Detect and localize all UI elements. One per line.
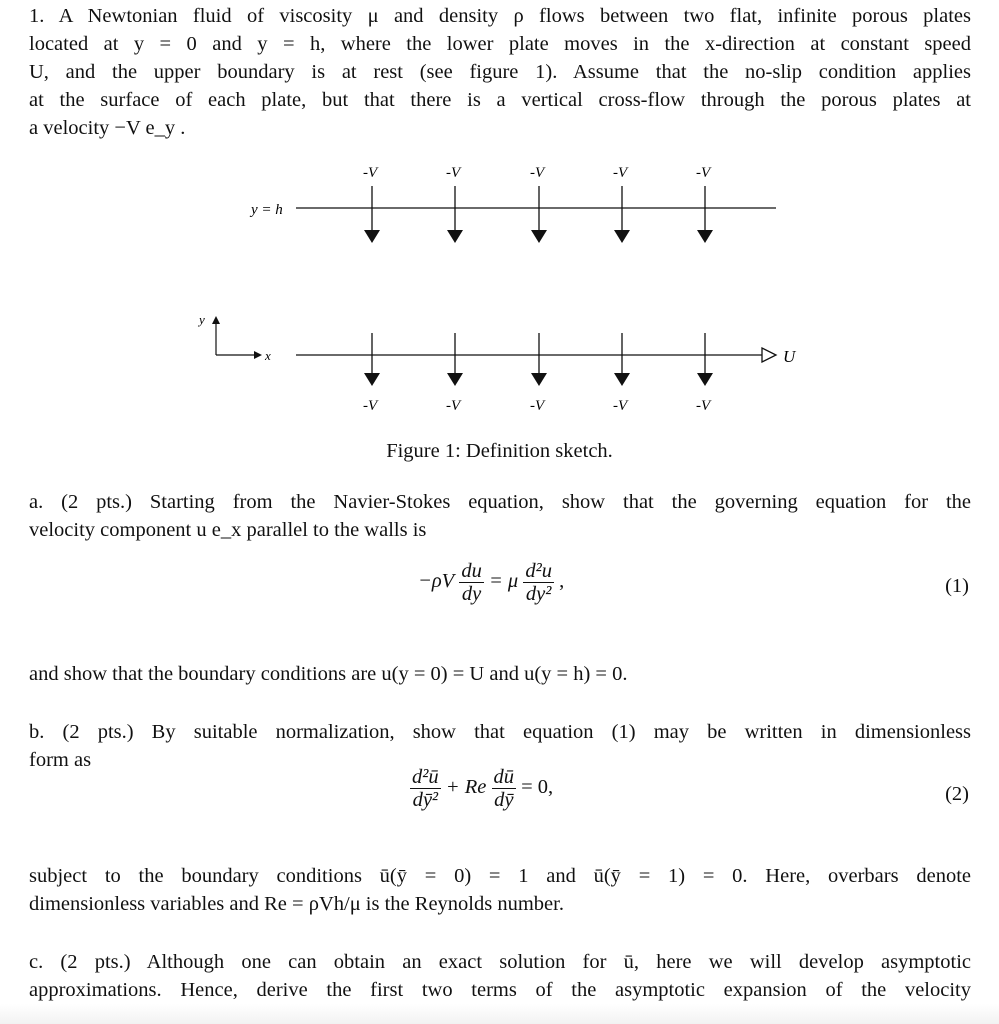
problem-statement <box>29 2 971 142</box>
numerator: d²ū <box>412 766 439 788</box>
text-line: approximations. Hence, derive the first two terms of the asymptotic expansion of the velocity <box>29 979 971 1001</box>
eq-term: , <box>559 570 565 593</box>
text-line: and show that the boundary conditions are u(y = 0) = U and u(y = h) = 0. <box>29 663 628 685</box>
text-line: dimensionless variables and Re = ρVh/μ is the Reynolds number. <box>29 893 564 915</box>
text-line: b. (2 pts.) By suitable normalization, show that equation (1) may be written in dimensionless <box>29 721 971 743</box>
crossflow-label: -V <box>613 398 628 414</box>
text-line: a. (2 pts.) Starting from the Navier-Stokes equation, show that the governing equation for the <box>29 491 971 513</box>
fraction <box>492 766 517 811</box>
top-crossflow-arrows <box>363 165 713 243</box>
eq-term: −ρV <box>418 570 455 593</box>
crossflow-label: -V <box>363 398 378 414</box>
coordinate-axes <box>197 312 271 363</box>
text-line: form as <box>29 749 92 771</box>
crossflow-arrow <box>530 333 547 414</box>
numerator: dū <box>493 766 514 788</box>
crossflow-arrow <box>363 165 380 243</box>
figure-caption: Figure 1: Definition sketch. <box>386 440 613 462</box>
denominator: dy² <box>525 583 552 605</box>
part-b-conditions <box>29 862 971 918</box>
denominator: dȳ <box>494 789 514 811</box>
equation-1 <box>418 560 564 605</box>
crossflow-arrow <box>446 333 463 414</box>
crossflow-arrow <box>446 165 463 243</box>
fraction <box>410 766 441 811</box>
fraction <box>459 560 484 605</box>
text-line: at the surface of each plate, but that there is a vertical cross-flow through the porous plates at <box>29 89 971 111</box>
text-line: c. (2 pts.) Although one can obtain an exact solution for ū, here we will develop asymptotic <box>29 951 971 973</box>
text-line: a velocity −V e_y . <box>29 117 186 139</box>
crossflow-label: -V <box>613 165 628 181</box>
text-line: located at y = 0 and y = h, where the lower plate moves in the x-direction at constant speed <box>29 33 971 55</box>
numerator: du <box>461 560 482 582</box>
definition-sketch <box>0 150 999 430</box>
text-line: subject to the boundary conditions ū(ȳ = 0) = 1 and ū(ȳ = 1) = 0. Here, overbars denote <box>29 865 971 887</box>
crossflow-arrow <box>613 333 630 414</box>
crossflow-arrow <box>363 333 380 414</box>
denominator: dy <box>461 583 482 605</box>
equation-number: (2) <box>945 783 969 805</box>
crossflow-label: -V <box>696 165 711 181</box>
plate-velocity-arrowhead <box>762 348 776 362</box>
axis-y-label: y <box>199 312 205 327</box>
crossflow-arrow <box>696 333 713 414</box>
page-bottom-shadow <box>0 1004 999 1024</box>
equation-number: (1) <box>945 575 969 597</box>
eq-term: = 0, <box>521 776 554 799</box>
crossflow-arrow <box>613 165 630 243</box>
crossflow-label: -V <box>696 398 711 414</box>
top-plate-label: y = h <box>251 202 283 218</box>
crossflow-arrow <box>696 165 713 243</box>
eq-term: = μ <box>488 570 519 593</box>
text-line: 1. A Newtonian fluid of viscosity μ and density ρ flows between two flat, infinite porous plates <box>29 5 971 27</box>
crossflow-label: -V <box>363 165 378 181</box>
crossflow-label: -V <box>530 165 545 181</box>
fraction <box>523 560 554 605</box>
bottom-crossflow-arrows <box>363 333 713 414</box>
crossflow-label: -V <box>530 398 545 414</box>
crossflow-label: -V <box>446 398 461 414</box>
part-a-text <box>29 488 971 544</box>
equation-2 <box>410 766 553 811</box>
axis-x-label: x <box>265 348 271 363</box>
denominator: dȳ² <box>412 789 439 811</box>
plate-speed-label: U <box>783 347 796 366</box>
text-line: velocity component u e_x parallel to the walls is <box>29 519 427 541</box>
part-c-text <box>29 948 971 1004</box>
crossflow-label: -V <box>446 165 461 181</box>
part-a-bc <box>29 660 971 688</box>
numerator: d²u <box>525 560 552 582</box>
eq-term: + Re <box>445 776 487 799</box>
text-line: U, and the upper boundary is at rest (see figure 1). Assume that the no-slip condition applies <box>29 61 971 83</box>
crossflow-arrow <box>530 165 547 243</box>
